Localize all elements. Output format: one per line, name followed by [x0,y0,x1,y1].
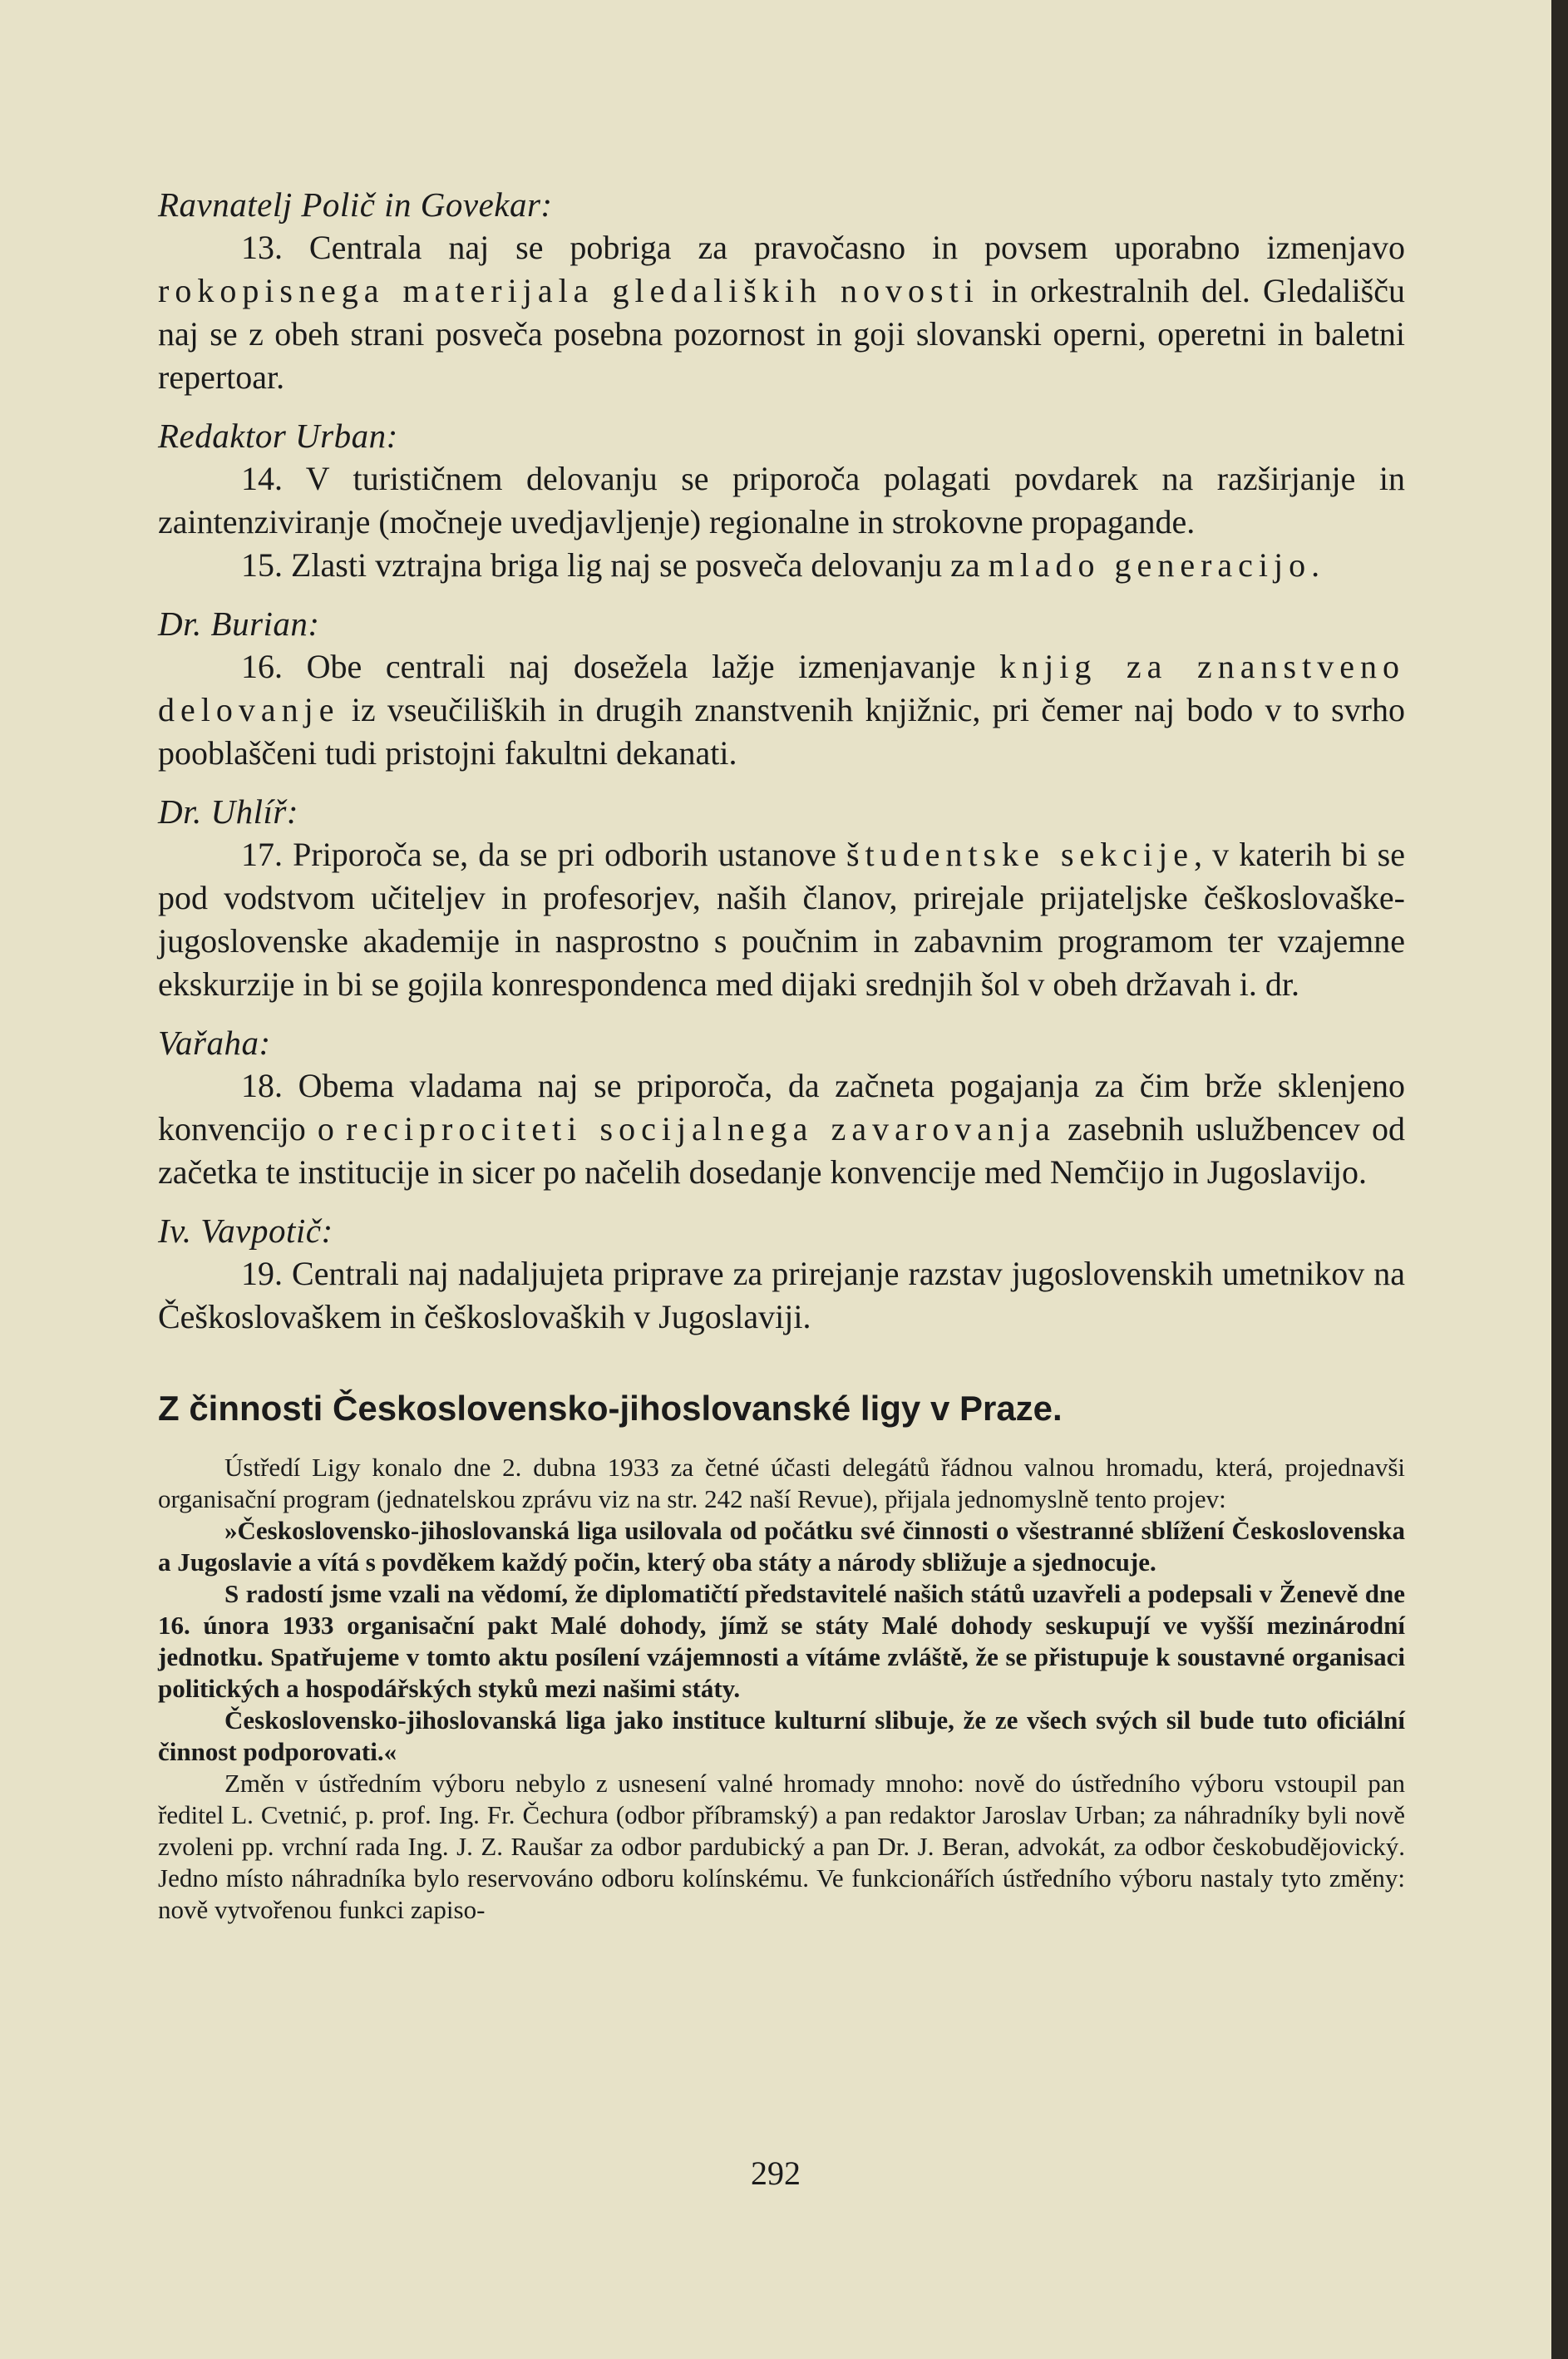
item-16-spaced: knjig za znanstveno delovanje [158,648,1405,728]
report-proclamation-3: Československo-jihoslovanská liga jako instituce kulturní slibuje, že ze všech svých sil bude tuto oficiální činnost podporovati.« [158,1705,1405,1766]
page-content [158,183,1405,1926]
item-14: 14. V turističnem delovanju se priporoča polagati povdarek na razširjanje in zaintenziviranje (močneje uvedjavljenje) regionalne in strokovne propagande. [158,460,1405,540]
item-17-text-c: , v katerih bi se pod vodstvom učiteljev in profesorjev, naših članov, prirejale prijateljske češkoslovaške-jugoslovenske akademije in nasprostno s poučnim in zabavnim programom ter vzajemne ekskurzije in bi se gojila konrespondenca med dijaki srednjih šol v obeh državah i. dr. [158,836,1405,1003]
report-proclamation-1: »Československo-jihoslovanská liga usilovala od počátku své činnosti o všestranné sblížení Československa a Jugoslavie a vítá s povděkem každý počin, který oba státy a národy sbližuje a sjednocuje. [158,1516,1405,1577]
item-18-text-c: zasebnih uslužbencev od začetka te institucije in sicer po načelih dosedanje konvencije med Nemčijo in Jugoslavijo. [158,1110,1406,1191]
speaker-urban: Redaktor Urban: [158,417,398,455]
scan-edge [1551,0,1568,2359]
item-18 [158,1064,1405,1194]
item-15-text-c: . [1311,546,1320,584]
item-18-text-a: 18. Obema vladama naj se priporoča, da začneta pogajanja za čim brže sklenjeno konvencijo o [158,1067,1405,1147]
speaker-uhlir: Dr. Uhlíř: [158,792,299,831]
report-paragraph-1: Ústředí Ligy konalo dne 2. dubna 1933 za četné účasti delegátů řádnou valnou hromadu, která, projednavši organisační program (jednatelskou zprávu viz na str. 242 naší Revue), přijala jednomyslně tento projev: [158,1453,1405,1513]
item-17 [158,833,1405,1006]
item-16 [158,645,1405,775]
section-heading: Z činnosti Československo-jihoslovanské ligy v Praze. [158,1389,1063,1428]
report-paragraph-2: Změn v ústředním výboru nebylo z usnesení valné hromady mnoho: nově do ústředního výboru vstoupil pan ředitel L. Cvetnić, p. prof. Ing. Fr. Čechura (odbor příbramský) a pan redaktor Jaroslav Urban; za náhradníky byli nově zvoleni pp. vrchní rada Ing. J. Z. Raušar za odbor pardubický a pan Dr. J. Beran, advokát, za odbor českobudějovický. Jedno místo náhradníka bylo reservováno odboru kolínskému. Ve funkcionářích ústředního výboru nastaly tyto změny: nově vytvořenou funkci zapiso- [158,1769,1405,1924]
speaker-burian: Dr. Burian: [158,605,320,643]
item-16-text-a: 16. Obe centrali naj doseželа lažje izmenjavanje [241,648,1000,685]
speaker-polic-govekar: Ravnatelj Polič in Govekar: [158,185,553,224]
item-16-text-c: iz vseučiliških in drugih znanstvenih knjižnic, pri čemer naj bodo v to svrho pooblaščeni tudi pristojni fakultni dekanati. [158,691,1405,772]
item-19: 19. Centrali naj nadaljujeta priprave za prirejanje razstav jugoslovenskih umetnikov na Češkoslovaškem in češkoslovaških v Jugoslaviji. [158,1255,1405,1335]
item-17-text-a: 17. Priporoča se, da se pri odborih ustanove [241,836,846,873]
speaker-varaha: Vařaha: [158,1024,271,1062]
page-number: 292 [751,2154,801,2192]
item-15 [158,544,1405,587]
speaker-vavpotic: Iv. Vavpotič: [158,1212,333,1250]
item-13-text-a: 13. Centrala naj se pobriga za pravočasno in povsem uporabno izmenjavo [241,229,1405,266]
item-17-spaced: študentske sekcije [846,836,1194,873]
item-15-spaced: mlado generacijo [988,546,1312,584]
item-13 [158,226,1405,399]
item-15-text-a: 15. Zlasti vztrajna briga lig naj se posveča delovanju za [241,546,989,584]
item-13-text-c: in orkestralnih del. Gledališču naj se z obeh strani posveča posebna pozornost in goji slovanski operni, operetni in baletni repertoar. [158,272,1406,396]
item-13-spaced: rokopisnega materijala gledaliških novosti [158,272,979,309]
report-proclamation-2: S radostí jsme vzali na vědomí, že diplomatičtí představitelé našich států uzavřeli a podepsali v Ženevě dne 16. února 1933 organisační pakt Malé dohody, jímž se státy Malé dohody seskupují ve vyšší mezinárodní jednotku. Spatřujeme v tomto aktu posílení vzájemnosti a vítáme zvláště, že se přistupuje k soustavné organisaci politických a hospodářských styků mezi našimi státy. [158,1579,1405,1703]
item-18-spaced: reciprociteti socijalnega zavarovanja [346,1110,1056,1147]
